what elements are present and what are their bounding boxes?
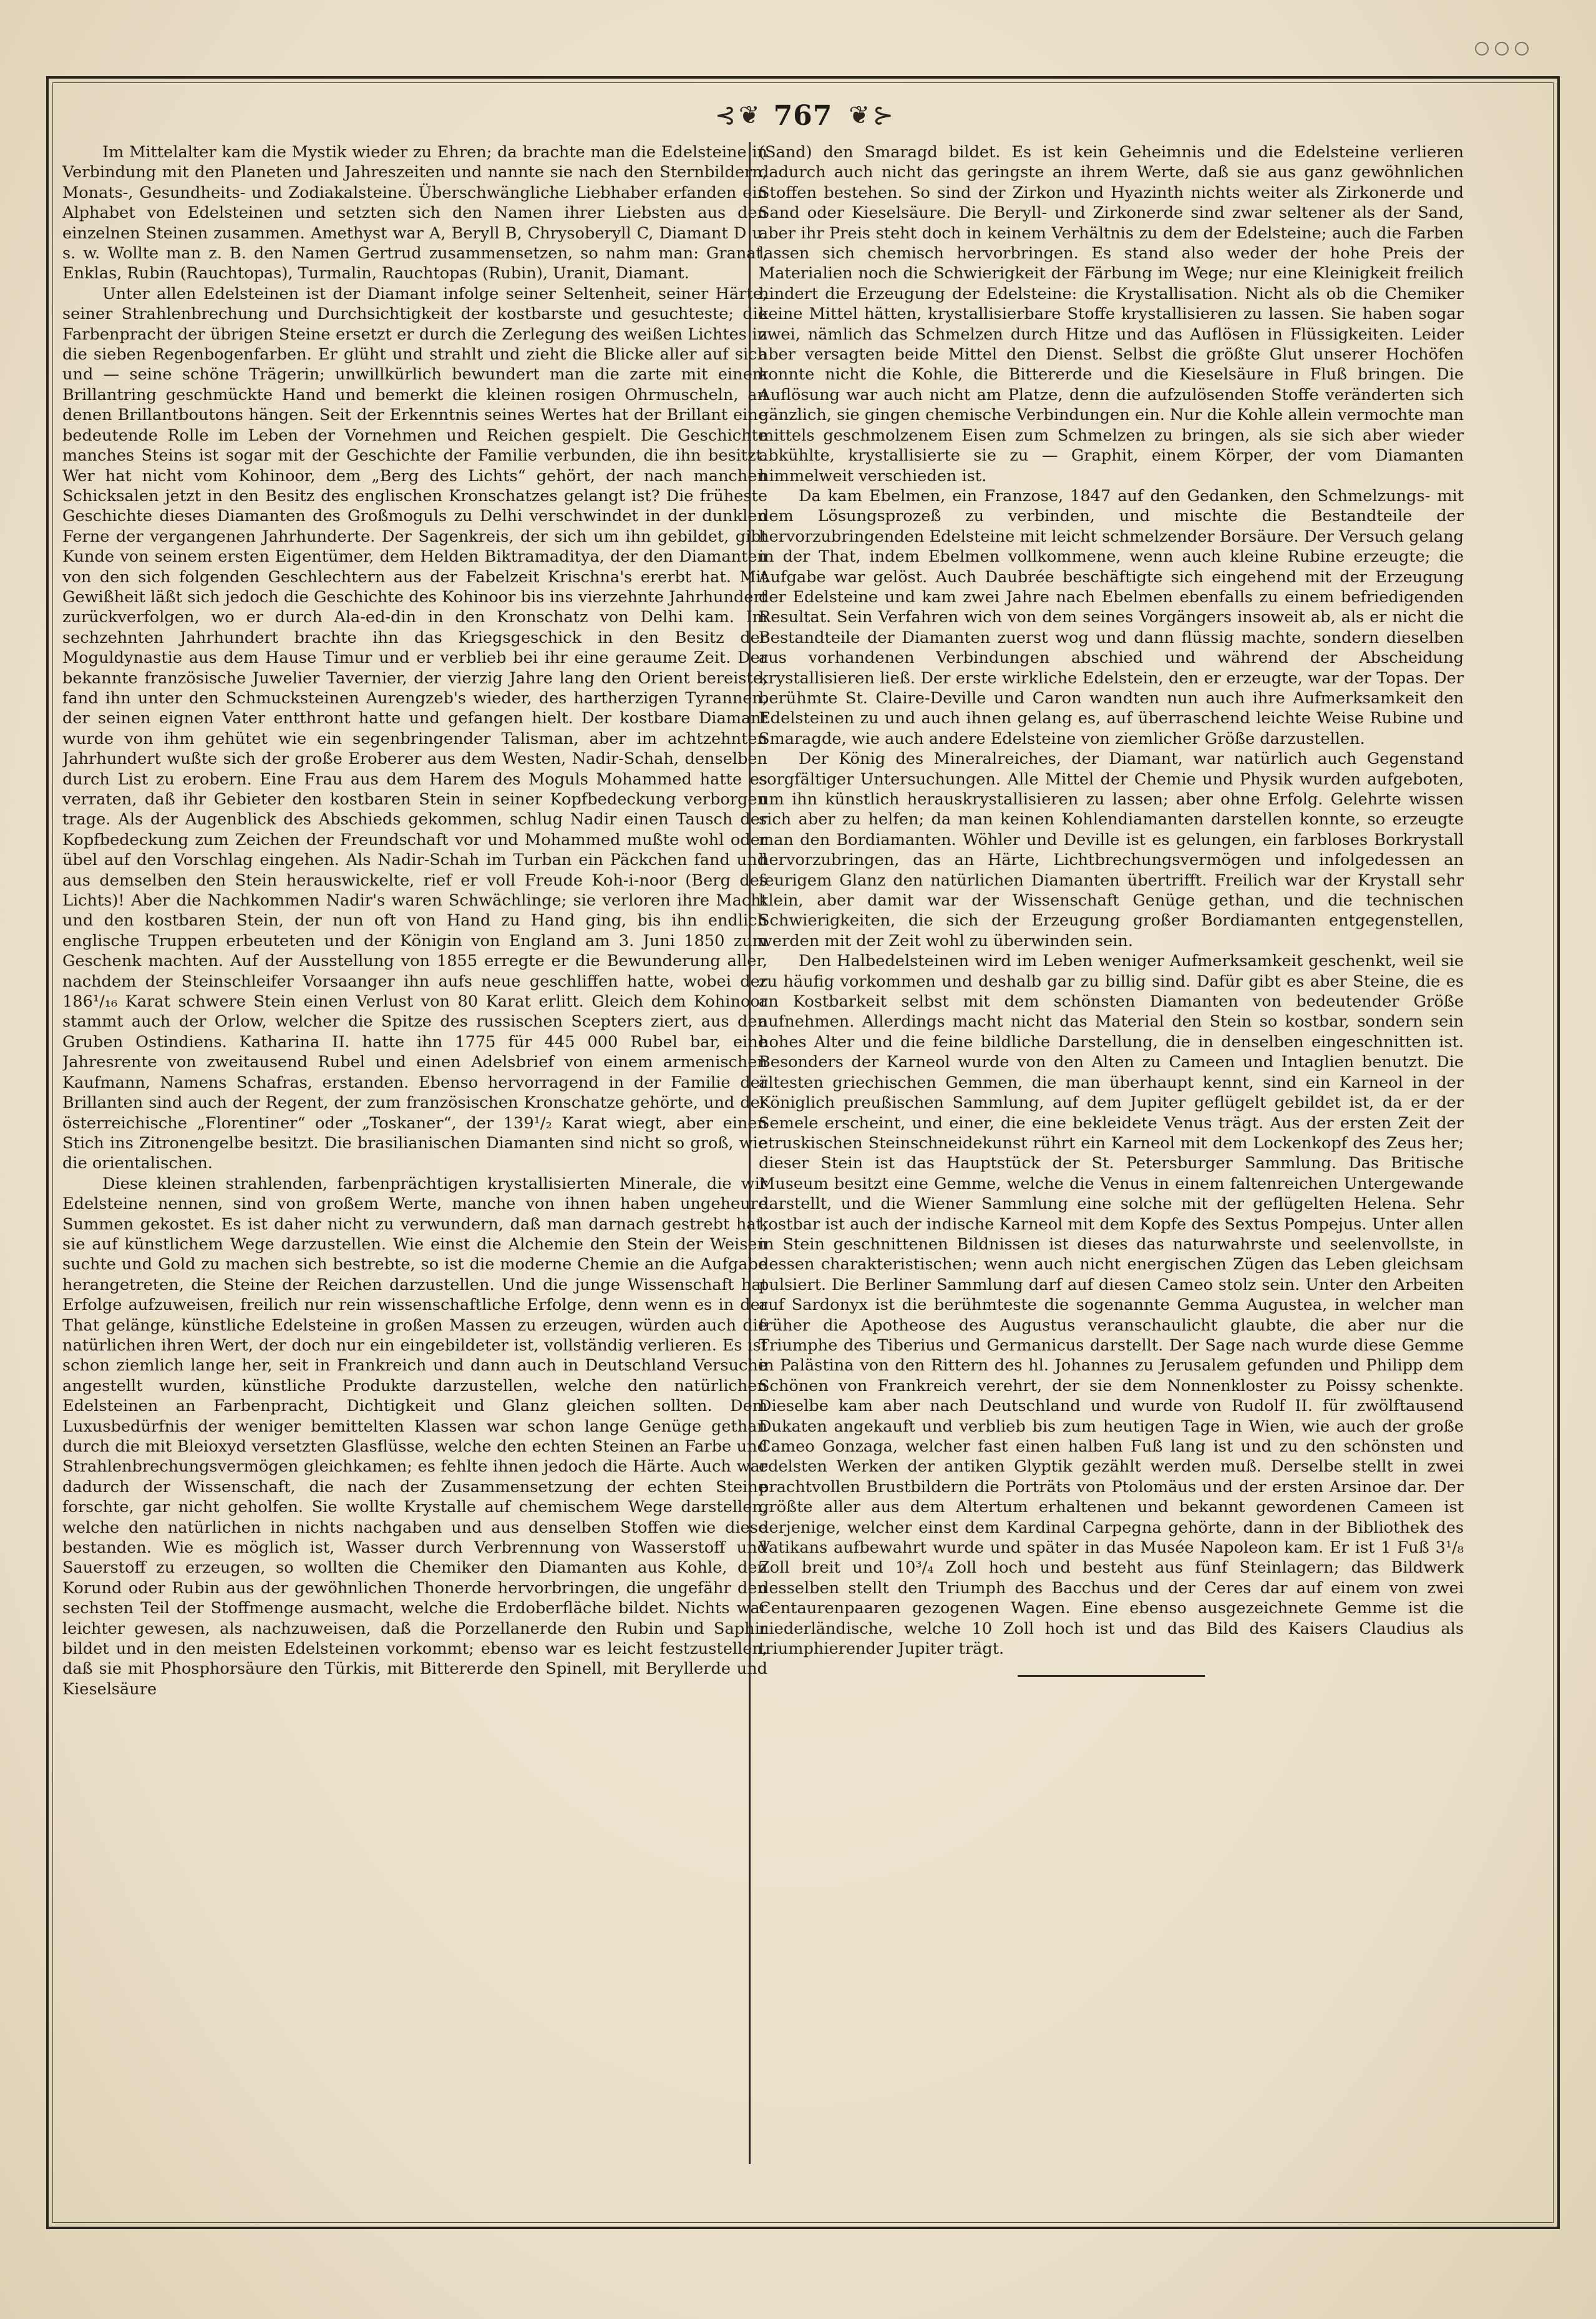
paragraph: (Sand) den Smaragd bildet. Es ist kein Geheimnis und die Edelsteine verlieren dadurch auch nicht das geringste an ihrem Werte, daß sie aus ganz gewöhnlichen Stoffen bestehen. So sind der Zirkon und Hyazinth nichts weiter als Zirkonerde und Sand oder Kieselsäure. Die Beryll- und Zirkonerde sind zwar seltener als der Sand, aber ihr Preis steht doch in keinem Verhältnis zu dem der Edelsteine; auch die Farben lassen sich chemisch hervorbringen. Es stand also weder der hohe Preis der Materialien noch die Schwierigkeit der Färbung im Wege; nur eine Kleinigkeit freilich hindert die Erzeugung der Edelsteine: die Krystallisation. Nicht als ob die Chemiker keine Mittel hätten, krystallisierbare Stoffe krystallisieren zu lassen. Sie haben sogar zwei, nämlich das Schmelzen durch Hitze und das Auflösen in Flüssigkeiten. Leider aber versagten beide Mittel den Dienst. Selbst die größte Glut unserer Hochöfen konnte nicht die Kohle, die Bittererde und die Kieselsäure in Fluß bringen. Die Auflösung war auch nicht am Platze, denn die aufzulösenden Stoffe veränderten sich gänzlich, sie gingen chemische Verbindungen ein. Nur die Kohle allein vermochte man mittels geschmolzenem Eisen zum Schmelzen zu bringen, als sie sich aber wieder abkühlte, krystallisierte sie zu — Graphit, einem Körper, der vom Diamanten himmelweit verschieden ist. xyxy=(759,143,1464,486)
paragraph: Diese kleinen strahlenden, farbenprächtigen krystallisierten Minerale, die wir Edelsteine nennen, sind von großem Werte, manche von ihnen haben ungeheure Summen gekostet. Es ist daher nicht zu verwundern, daß man darnach gestrebt hat, sie auf künstlichem Wege darzustellen. Wie einst die Alchemie den Stein der Weisen suchte und Gold zu machen sich bestrebte, so ist die moderne Chemie an die Aufgabe herangetreten, die Steine der Reichen darzustellen. Und die junge Wissenschaft hat Erfolge aufzuweisen, freilich nur rein wissenschaftliche Erfolge, denn wenn es in der That gelänge, künstliche Edelsteine in großen Massen zu erzeugen, würden auch die natürlichen ihren Wert, der doch nur ein eingebildeter ist, vollständig verlieren. Es ist schon ziemlich lange her, seit in Frankreich und dann auch in Deutschland Versuche angestellt wurden, künstliche Produkte darzustellen, welche den natürlichen Edelsteinen an Farbenpracht, Dichtigkeit und Glanz gleichen sollten. Dem Luxusbedürfnis der weniger bemittelten Klassen war schon lange Genüge gethan durch die mit Bleioxyd versetzten Glasflüsse, welche den echten Steinen an Farbe und Strahlenbrechungsvermögen gleichkamen; es fehlte ihnen jedoch die Härte. Auch war dadurch der Wissenschaft, die nach der Zusammensetzung der echten Steine forschte, gar nicht geholfen. Sie wollte Krystalle auf chemischem Wege darstellen, welche den natürlichen in nichts nachgaben und aus denselben Stoffen wie diese bestanden. Wie es möglich ist, Wasser durch Verbrennung von Wasserstoff und Sauerstoff zu erzeugen, so wollten die Chemiker den Diamanten aus Kohle, den Korund oder Rubin aus der gewöhnlichen Thonerde hervorbringen, die ungefähr den sechsten Teil der Stoffmenge ausmacht, welche die Erdoberfläche bildet. Nichts war leichter gewesen, als nachzuweisen, daß die Porzellanerde den Rubin und Saphir bildet und in den meisten Edelsteinen vorkommt; ebenso war es leicht festzustellen, daß sie mit Phosphorsäure den Türkis, mit Bittererde den Spinell, mit Beryllerde und Kieselsäure xyxy=(62,1174,767,1699)
left-column xyxy=(62,142,767,2214)
library-stamp xyxy=(1435,37,1529,60)
paragraph: Der König des Mineralreiches, der Diamant, war natürlich auch Gegenstand sorgfältiger Untersuchungen. Alle Mittel der Chemie und Physik wurden aufgeboten, um ihn künstlich herauskrystallisieren zu lassen; aber ohne Erfolg. Gelehrte wissen sich aber zu helfen; da man keinen Kohlendiamanten darstellen konnte, so erzeugte man den Bordiamanten. Wöhler und Deville ist es gelungen, ein farbloses Borkrystall hervorzubringen, das an Härte, Lichtbrechungsvermögen und infolgedessen an feurigem Glanz den natürlichen Diamanten übertrifft. Freilich war der Krystall sehr klein, aber damit war der Wissenschaft Genüge gethan, und die technischen Schwierigkeiten, die sich der Erzeugung großer Bordiamanten entgegenstellen, werden mit der Zeit wohl zu überwinden sein. xyxy=(759,749,1464,950)
column-divider xyxy=(749,142,751,2164)
page-header xyxy=(46,87,1560,144)
end-rule xyxy=(1018,1675,1205,1677)
page-number: 767 xyxy=(773,99,833,132)
paragraph: Im Mittelalter kam die Mystik wieder zu Ehren; da brachte man die Edelsteine in Verbindung mit den Planeten und Jahreszeiten und nannte sie nach den Sternbildern, Monats-, Gesundheits- und Zodiakalsteine. Überschwängliche Liebhaber erfanden ein Alphabet von Edelsteinen und setzten sich den Namen ihrer Liebsten aus den einzelnen Steinen zusammen. Amethyst war A, Beryll B, Chrysoberyll C, Diamant D u. s. w. Wollte man z. B. den Namen Gertrud zusammensetzen, so nahm man: Granat, Enklas, Rubin (Rauchtopas), Turmalin, Rauchtopas (Rubin), Uranit, Diamant. xyxy=(62,143,767,283)
paragraph: Da kam Ebelmen, ein Franzose, 1847 auf den Gedanken, den Schmelzungs- mit dem Lösungsprozeß zu verbinden, und mischte die Bestandteile der hervorzubringenden Edelsteine mit leicht schmelzender Borsäure. Der Versuch gelang in der That, indem Ebelmen vollkommene, wenn auch kleine Rubine erzeugte; die Aufgabe war gelöst. Auch Daubrée beschäftigte sich eingehend mit der Erzeugung der Edelsteine und kam zwei Jahre nach Ebelmen ebenfalls zu einem befriedigenden Resultat. Sein Verfahren wich von dem seines Vorgängers insoweit ab, als er nicht die Bestandteile der Diamanten zuerst wog und dann flüssig machte, sondern dieselben aus vorhandenen Verbindungen abschied und während der Abscheidung krystallisieren ließ. Der erste wirkliche Edelstein, den er erzeugte, war der Topas. Der berühmte St. Claire-Deville und Caron wandten nun auch ihre Aufmerksamkeit den Edelsteinen zu und auch ihnen gelang es, auf überraschend leichte Weise Rubine und Smaragde, wie auch andere Edelsteine von ziemlicher Größe darzustellen. xyxy=(759,486,1464,748)
right-column xyxy=(759,142,1464,2214)
paragraph: Unter allen Edelsteinen ist der Diamant infolge seiner Seltenheit, seiner Härte, seiner Strahlenbrechung und Durchsichtigkeit der kostbarste und gesuchteste; die Farbenpracht der übrigen Steine ersetzt er durch die Zerlegung des weißen Lichtes in die sieben Regenbogenfarben. Er glüht und strahlt und zieht die Blicke aller auf sich und — seine schöne Trägerin; unwillkürlich bewundert man die zarte mit einem Brillantring geschmückte Hand und bemerkt die kleinen rosigen Ohrmuscheln, an denen Brillantboutons hängen. Seit der Erkenntnis seines Wertes hat der Brillant eine bedeutende Rolle im Leben der Vornehmen und Reichen gespielt. Die Geschichte manches Steins ist sogar mit der Geschichte der Familie verbunden, die ihn besitzt. Wer hat nicht vom Kohinoor, dem „Berg des Lichts“ gehört, der nach manchen Schicksalen jetzt in den Besitz des englischen Kronschatzes gelangt ist? Die früheste Geschichte dieses Diamanten des Großmoguls zu Delhi verschwindet in der dunklen Ferne der vergangenen Jahrhunderte. Der Sagenkreis, der sich um ihn gebildet, gibt Kunde von seinem ersten Eigentümer, dem Helden Biktramaditya, der den Diamanten von den sich folgenden Geschlechtern aus der Fabelzeit Krischna's ererbt hat. Mit Gewißheit läßt sich jedoch die Geschichte des Kohinoor bis ins vierzehnte Jahrhundert zurückverfolgen, wo er durch Ala-ed-din in den Kronschatz von Delhi kam. Im sechzehnten Jahrhundert brachte ihn das Kriegsgeschick in den Besitz der Moguldynastie aus dem Hause Timur und er verblieb bei ihr eine geraume Zeit. Der bekannte französische Juwelier Tavernier, der vierzig Jahre lang den Orient bereiste, fand ihn unter den Schmucksteinen Aurengzeb's wieder, des hartherzigen Tyrannen, der seinen eignen Vater entthront hatte und gefangen hielt. Der kostbare Diamant wurde von ihm gehütet wie ein segenbringender Talisman, aber im achtzehnten Jahrhundert wußte sich der große Eroberer aus dem Westen, Nadir-Schah, denselben durch List zu erobern. Eine Frau aus dem Harem des Moguls Mohammed hatte es verraten, daß ihr Gebieter den kostbaren Stein in seiner Kopfbedeckung verborgen trage. Als der Augenblick des Abschieds gekommen, schlug Nadir einen Tausch der Kopfbedeckung zum Zeichen der Freundschaft vor und Mohammed mußte wohl oder übel auf den Vorschlag eingehen. Als Nadir-Schah im Turban ein Päckchen fand und aus demselben den Stein herauswickelte, rief er voll Freude Koh-i-noor (Berg des Lichts)! Aber die Nachkommen Nadir's waren Schwächlinge; sie verloren ihre Macht und den kostbaren Stein, der nun oft von Hand zu Hand ging, bis ihn endlich englische Truppen erbeuteten und der Königin von England am 3. Juni 1850 zum Geschenk machten. Auf der Ausstellung von 1855 erregte er die Bewunderung aller, nachdem der Steinschleifer Vorsaanger ihn aufs neue geschliffen hatte, wobei der 186¹/₁₆ Karat schwere Stein einen Verlust von 80 Karat erlitt. Gleich dem Kohinoor stammt auch der Orlow, welcher die Spitze des russischen Scepters ziert, aus den Gruben Ostindiens. Katharina II. hatte ihn 1775 für 445 000 Rubel bar, eine Jahresrente von zweitausend Rubel und einen Adelsbrief von einem armenischen Kaufmann, Namens Schafras, erstanden. Ebenso hervorragend in der Familie der Brillanten sind auch der Regent, der zum französischen Kronschatze gehörte, und der österreichische „Florentiner“ oder „Toskaner“, der 139¹/₂ Karat wiegt, aber einen Stich ins Zitronengelbe besitzt. Die brasilianischen Diamanten sind nicht so groß, wie die orientalischen. xyxy=(62,284,767,1173)
paragraph: Den Halbedelsteinen wird im Leben weniger Aufmerksamkeit geschenkt, weil sie zu häufig vorkommen und deshalb gar zu billig sind. Dafür gibt es aber Steine, die es an Kostbarkeit selbst mit dem schönsten Diamanten von bedeutender Größe aufnehmen. Allerdings macht nicht das Material den Stein so kostbar, sondern sein hohes Alter und die feine bildliche Darstellung, die in denselben eingeschnitten ist. Besonders der Karneol wurde von den Alten zu Cameen und Intaglien benutzt. Die ältesten griechischen Gemmen, die man überhaupt kennt, sind ein Karneol in der Königlich preußischen Sammlung, auf dem Jupiter geflügelt gebildet ist, da er der Semele erscheint, und einer, die eine bekleidete Venus trägt. Aus der ersten Zeit der etruskischen Steinschneidekunst rührt ein Karneol mit dem Lockenkopf des Zeus her; dieser Stein ist das Hauptstück der St. Petersburger Sammlung. Das Britische Museum besitzt eine Gemme, welche die Venus in einem faltenreichen Untergewande darstellt, und die Wiener Sammlung eine solche mit der geflügelten Helena. Sehr kostbar ist auch der indische Karneol mit dem Kopfe des Sextus Pompejus. Unter allen in Stein geschnittenen Bildnissen ist dieses das naturwahrste und seelenvollste, in dessen charakteristischen; wenn auch nicht energischen Zügen das Leben gleichsam pulsiert. Die Berliner Sammlung darf auf diesen Cameo stolz sein. Unter den Arbeiten auf Sardonyx ist die berühmteste die sogenannte Gemma Augustea, in welcher man früher die Apotheose des Augustus veranschaulicht glaubte, die aber nur die Triumphe des Tiberius und Germanicus darstellt. Der Sage nach wurde diese Gemme in Palästina von den Rittern des hl. Johannes zu Jerusalem gefunden und Philipp dem Schönen von Frankreich verehrt, der sie dem Nonnenkloster zu Poissy schenkte. Dieselbe kam aber nach Deutschland und wurde von Rudolf II. für zwölftausend Dukaten angekauft und verblieb bis zum heutigen Tage in Wien, wie auch der große Cameo Gonzaga, welcher fast einen halben Fuß lang ist und zu den schönsten und edelsten Werken der antiken Glyptik gezählt werden muß. Derselbe stellt in zwei prachtvollen Brustbildern die Porträts von Ptolomäus und der ersten Arsinoe dar. Der größte aller aus dem Altertum erhaltenen und bekannt gewordenen Cameen ist derjenige, welcher einst dem Kardinal Carpegna gehörte, dann in der Bibliothek des Vatikans aufbewahrt wurde und später in das Musée Napoleon kam. Er ist 1 Fuß 3¹/₈ Zoll breit und 10³/₄ Zoll hoch und besteht aus fünf Steinlagern; das Bildwerk desselben stellt den Triumph des Bacchus und der Ceres dar auf einem von zwei Centaurenpaaren gezogenen Wagen. Eine ebenso ausgezeichnete Gemme ist die niederländische, welche 10 Zoll hoch ist und das Bild des Kaisers Claudius als triumphierender Jupiter trägt. xyxy=(759,952,1464,1659)
ornament-right-icon: ❦ ⊱ xyxy=(849,101,892,130)
ornament-left-icon: ⊰ ❦ xyxy=(714,101,757,130)
